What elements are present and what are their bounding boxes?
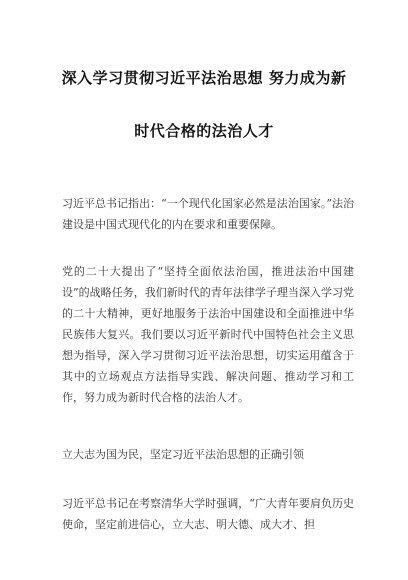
paragraph-2: 党的二十大提出了“坚持全面依法治国，推进法治中国建设”的战略任务，我们新时代的青年法律学子理当深入学习党的二十大精神，更好地服务于法治中国建设和全面推进中华民族伟大复兴。我们要以习近平新时代中国特色社会主义思想为指导，深入学习贯彻习近平法治思想，切实运用蕴含于其中的立场观点方法指导实践、解决问题、推动学习和工作，努力成为新时代合格的法治人才。 bbox=[62, 265, 354, 404]
document-title-line-1: 深入学习贯彻习近平法治思想 努力成为新 bbox=[61, 69, 347, 87]
paragraph-3: 习近平总书记在考察清华大学时强调，“广大青年要肩负历史使命，坚定前进信心，立大志、明大德、成大才、担 bbox=[62, 497, 354, 531]
section-heading: 立大志为国为民，坚定习近平法治思想的正确引领 bbox=[62, 448, 304, 461]
paragraph-1: 习近平总书记指出：“一个现代化国家必然是法治国家。”法治建设是中国式现代化的内在要求和重要保障。 bbox=[62, 197, 354, 231]
document-title-line-2: 时代合格的法治人才 bbox=[134, 122, 274, 140]
